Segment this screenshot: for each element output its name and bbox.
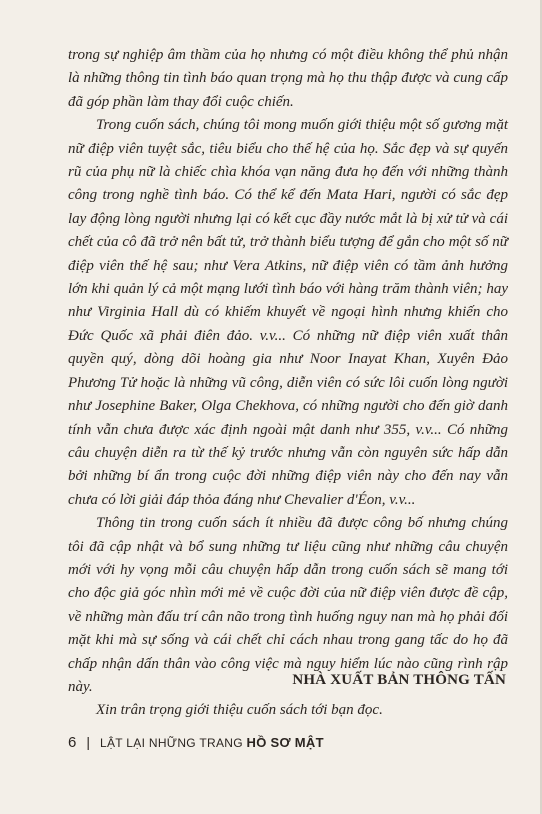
page-footer xyxy=(68,734,324,751)
body-text xyxy=(68,44,508,723)
running-title xyxy=(100,735,324,750)
page-number: 6 xyxy=(68,734,77,751)
paragraph-introduction: Xin trân trọng giới thiệu cuốn sách tới bạn đọc. xyxy=(96,702,383,719)
paragraph-agents: Trong cuốn sách, chúng tôi mong muốn giới thiệu một số gương mặt nữ điệp viên tuyệt sắc, tiêu biểu cho thế hệ của họ. Sắc đẹp và sự quyến rũ của phụ nữ là chiếc chìa khóa vạn năng đưa họ đến với những thành công trong nghề tình báo. Có thể kể đến Mata Hari, người có sắc đẹp lay động lòng người nhưng lại có kết cục đầy nước mắt là bị xử tử và cái chết của cô đã trở nên bất tử, trở thành biểu tượng để gắn cho một số nữ điệp viên thế hệ sau; như Vera Atkins, nữ điệp viên có tầm ảnh hưởng lớn khi quản lý cả một mạng lưới tình báo với hàng trăm thành viên; hay như Virginia Hall dù có khiếm khuyết về ngoại hình nhưng khiến cho Đức Quốc xã phải điên đảo. v.v... Có những nữ điệp viên xuất thân quyền quý, dòng dõi hoàng gia như Noor Inayat Khan, Xuyên Đảo Phương Tử hoặc là những vũ công, diễn viên có sức lôi cuốn lòng người như Josephine Baker, Olga Chekhova, có những người cho đến giờ danh tính vẫn chưa được xác định ngoài mật danh như 355, v.v... Có những câu chuyện diễn ra từ thế kỷ trước nhưng vẫn còn nguyên sức hấp dẫn bởi những bí ẩn trong cuộc đời những điệp viên này cho đến nay vẫn chưa có lời giải đáp thỏa đáng như Chevalier d'Éon, v.v... xyxy=(68,117,508,508)
running-title-prefix: LẬT LẠI NHỮNG TRANG xyxy=(99,736,247,750)
paragraph-information: Thông tin trong cuốn sách ít nhiều đã được công bố nhưng chúng tôi đã cập nhật và bổ sung những tư liệu cũng như những câu chuyện mới với hy vọng mỗi câu chuyện hấp dẫn trong cuốn sách sẽ mang tới cho độc giả góc nhìn mới mẻ về cuộc đời của nữ điệp viên được đề cập, về những màn đấu trí cân não trong tình huống nguy nan mà họ phải đối mặt khi mà sự sống và cái chết chỉ cách nhau trong gang tấc do họ đã chấp nhận dấn thân vào công việc mà nguy hiểm lúc nào cũng rình rập này. xyxy=(68,515,508,695)
footer-separator: | xyxy=(86,734,90,750)
paragraph-continuation: trong sự nghiệp âm thầm của họ nhưng có một điều không thể phủ nhận là những thông tin tình báo quan trọng mà họ thu thập được và cung cấp đã góp phần làm thay đổi cuộc chiến. xyxy=(68,47,508,110)
publisher-signature: NHÀ XUẤT BẢN THÔNG TẤN xyxy=(292,672,506,688)
running-title-bold: HỒ SƠ MẬT xyxy=(246,735,324,750)
